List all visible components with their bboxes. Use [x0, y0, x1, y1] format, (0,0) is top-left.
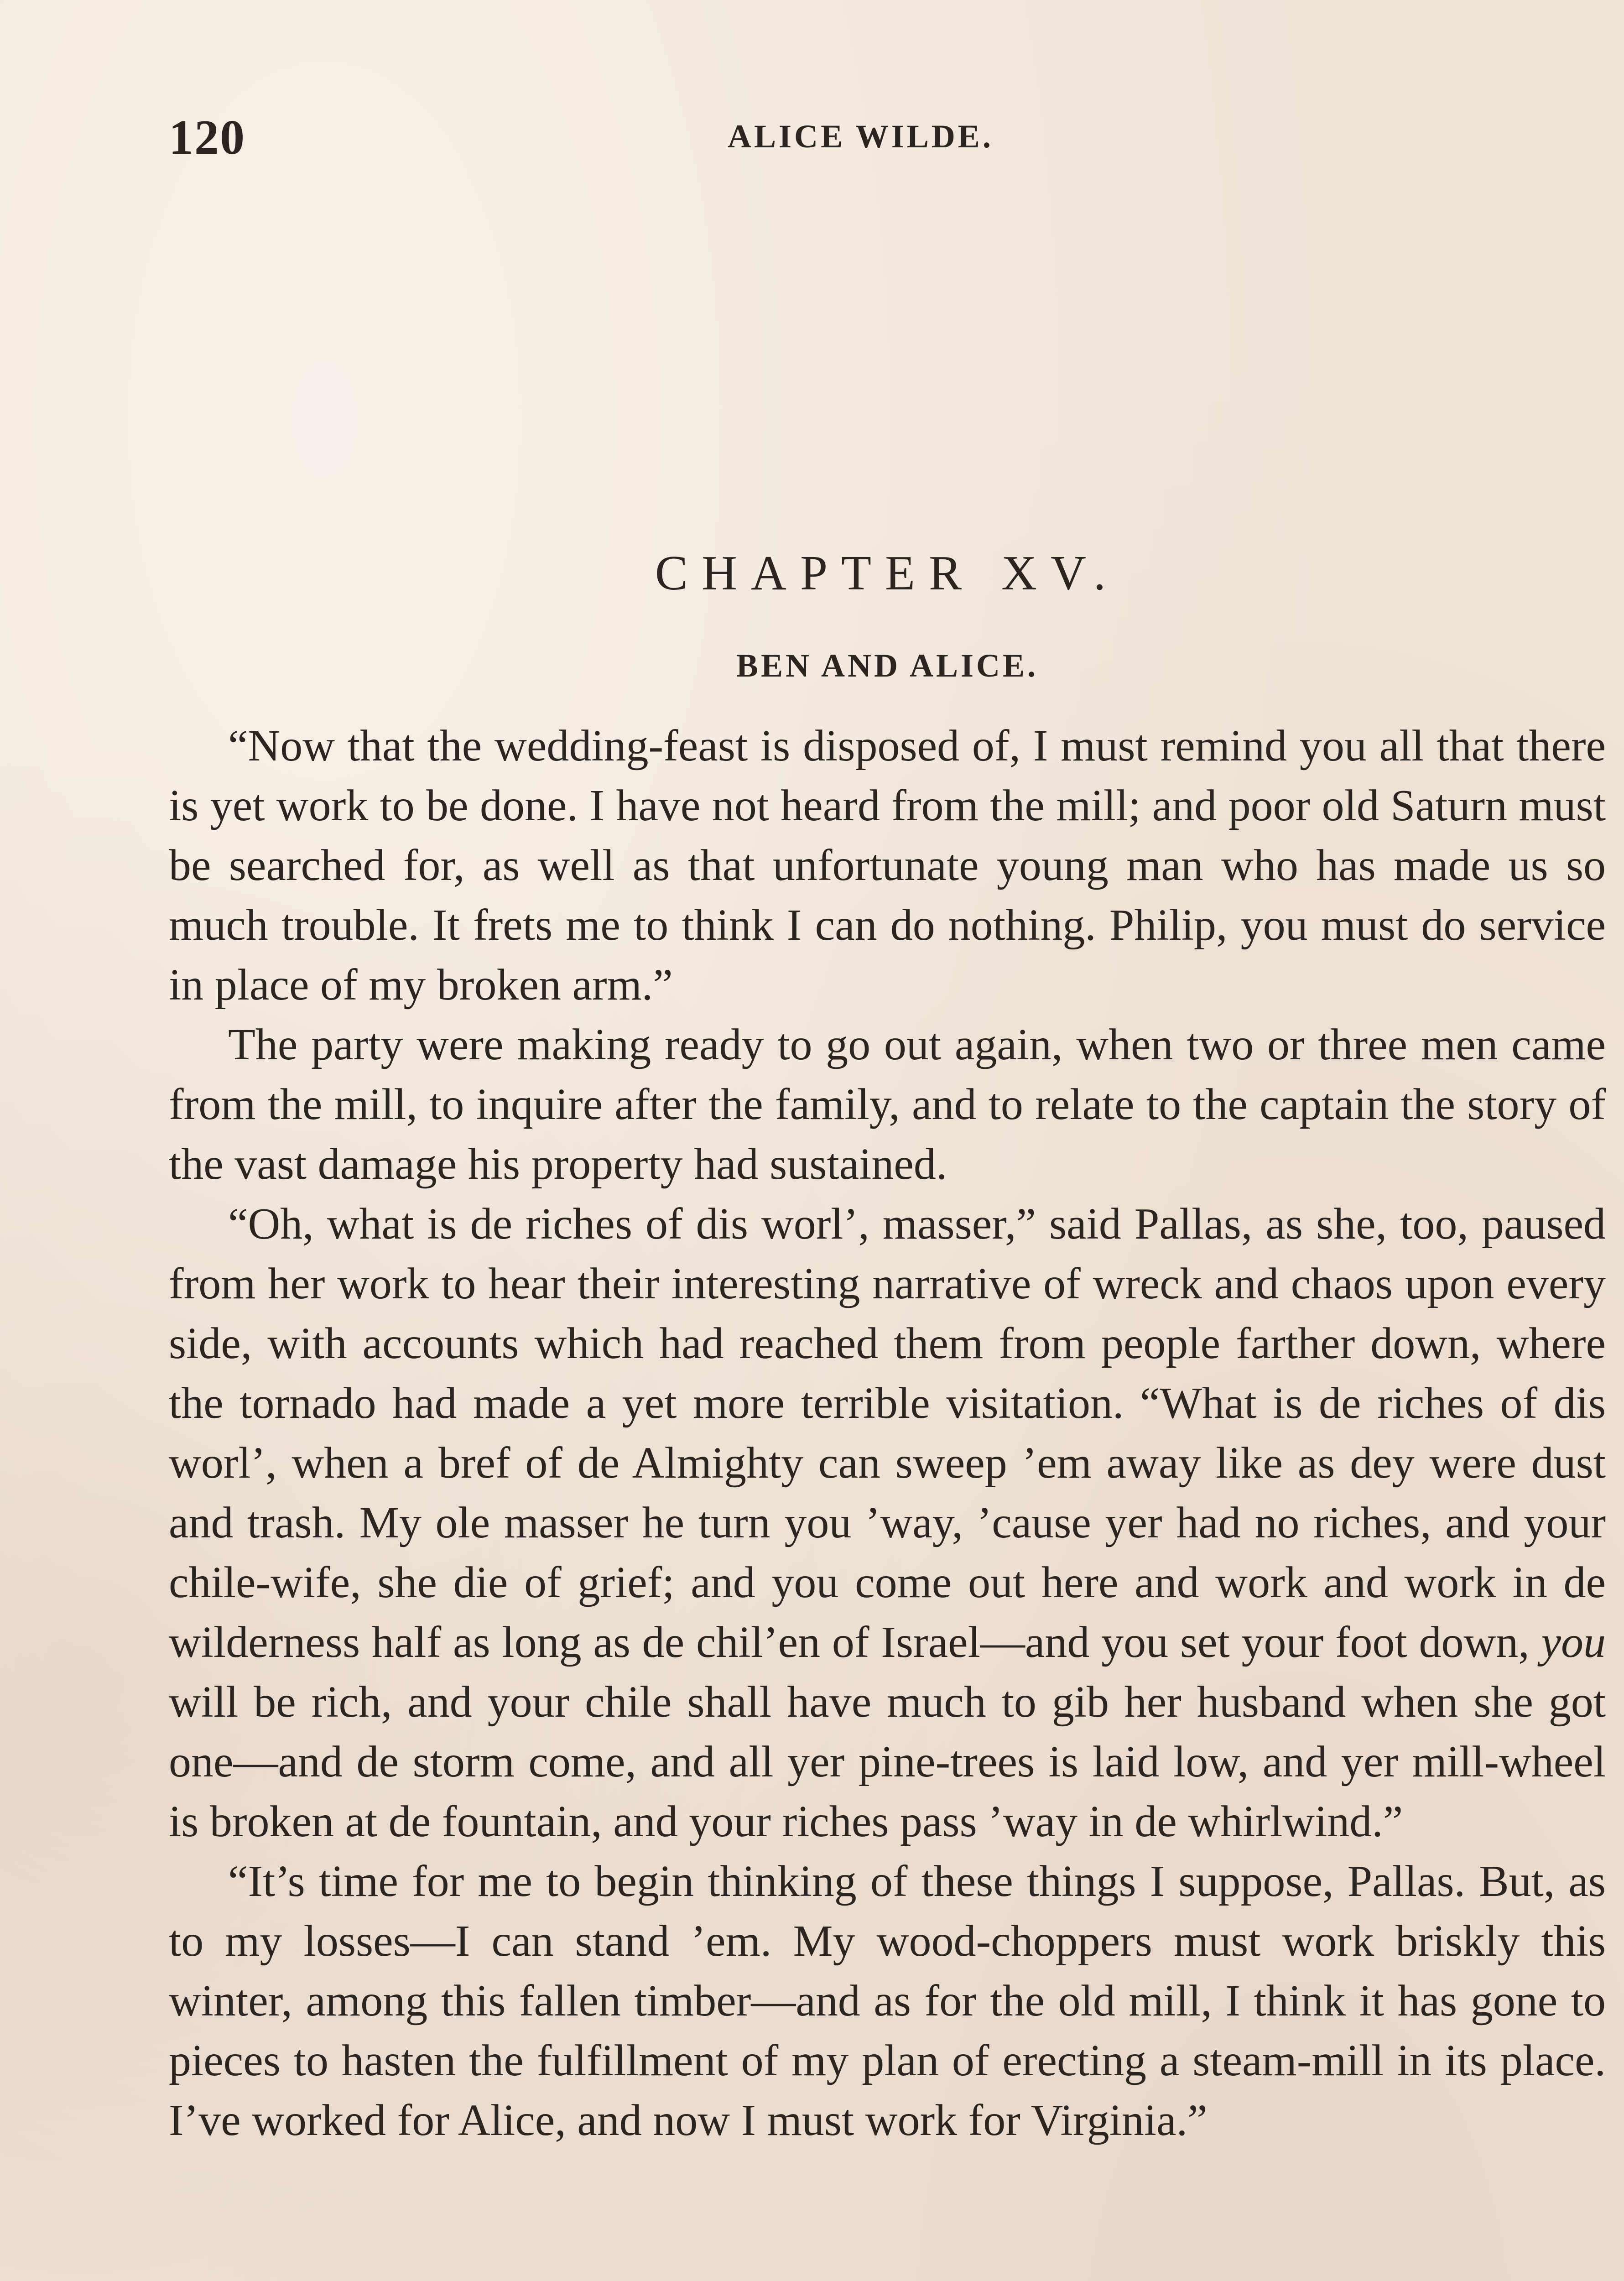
- paragraph-1: “Now that the wedding-feast is disposed of, I must remind you all that there is yet work to be done. I have not heard from the mill; and poor old Saturn must be searched for, as well as that unfortunate young man who has made us so much trouble. It frets me to think I can do nothing. Philip, you must do service in place of my broken arm.”: [169, 721, 1606, 1010]
- running-head: [169, 109, 1606, 164]
- paragraph-3-part-1: “Oh, what is de riches of dis worl’, masser,” said Pallas, as she, too, paused from her work to hear their interesting narrative of wreck and chaos upon every side, with accounts which had reached them from people farther down, where the tornado had made a yet more terrible visitation. “What is de riches of dis worl’, when a bref of de Almighty can sweep ’em away like as dey were dust and trash. My ole masser he turn you ’way, ’cause yer had no riches, and your chile-wife, she die of grief; and you come out here and work and work in de wilderness half as long as de chil’en of Israel—and you set your foot down,: [169, 1199, 1606, 1667]
- paragraph-4: “It’s time for me to begin thinking of these things I suppose, Pallas. But, as to my losses—I can stand ’em. My wood-choppers must work briskly this winter, among this fallen timber—and as for the old mill, I think it has gone to pieces to hasten the fulfillment of my plan of erecting a steam-mill in its place. I’ve worked for Alice, and now I must work for Virginia.”: [169, 1857, 1606, 2145]
- paragraph-2: The party were making ready to go out again, when two or three men came from the mill, to inquire after the family, and to relate to the captain the story of the vast damage his property had sustained.: [169, 1020, 1606, 1189]
- paragraph-3-part-2: will be rich, and your chile shall have much to gib her husband when she got one—and de storm come, and all yer pine-trees is laid low, and yer mill-wheel is broken at de fountain, and your riches pass ’way in de whirlwind.”: [169, 1677, 1606, 1846]
- chapter-subtitle: BEN AND ALICE.: [736, 647, 1039, 684]
- paragraph-3-emphasis: you: [1541, 1618, 1606, 1667]
- running-title: ALICE WILDE.: [728, 118, 994, 155]
- page-number: 120: [169, 110, 245, 165]
- chapter-body: [169, 716, 1606, 2151]
- paragraph-3: [169, 1194, 1606, 1852]
- chapter-heading: CHAPTER XV.: [655, 546, 1120, 600]
